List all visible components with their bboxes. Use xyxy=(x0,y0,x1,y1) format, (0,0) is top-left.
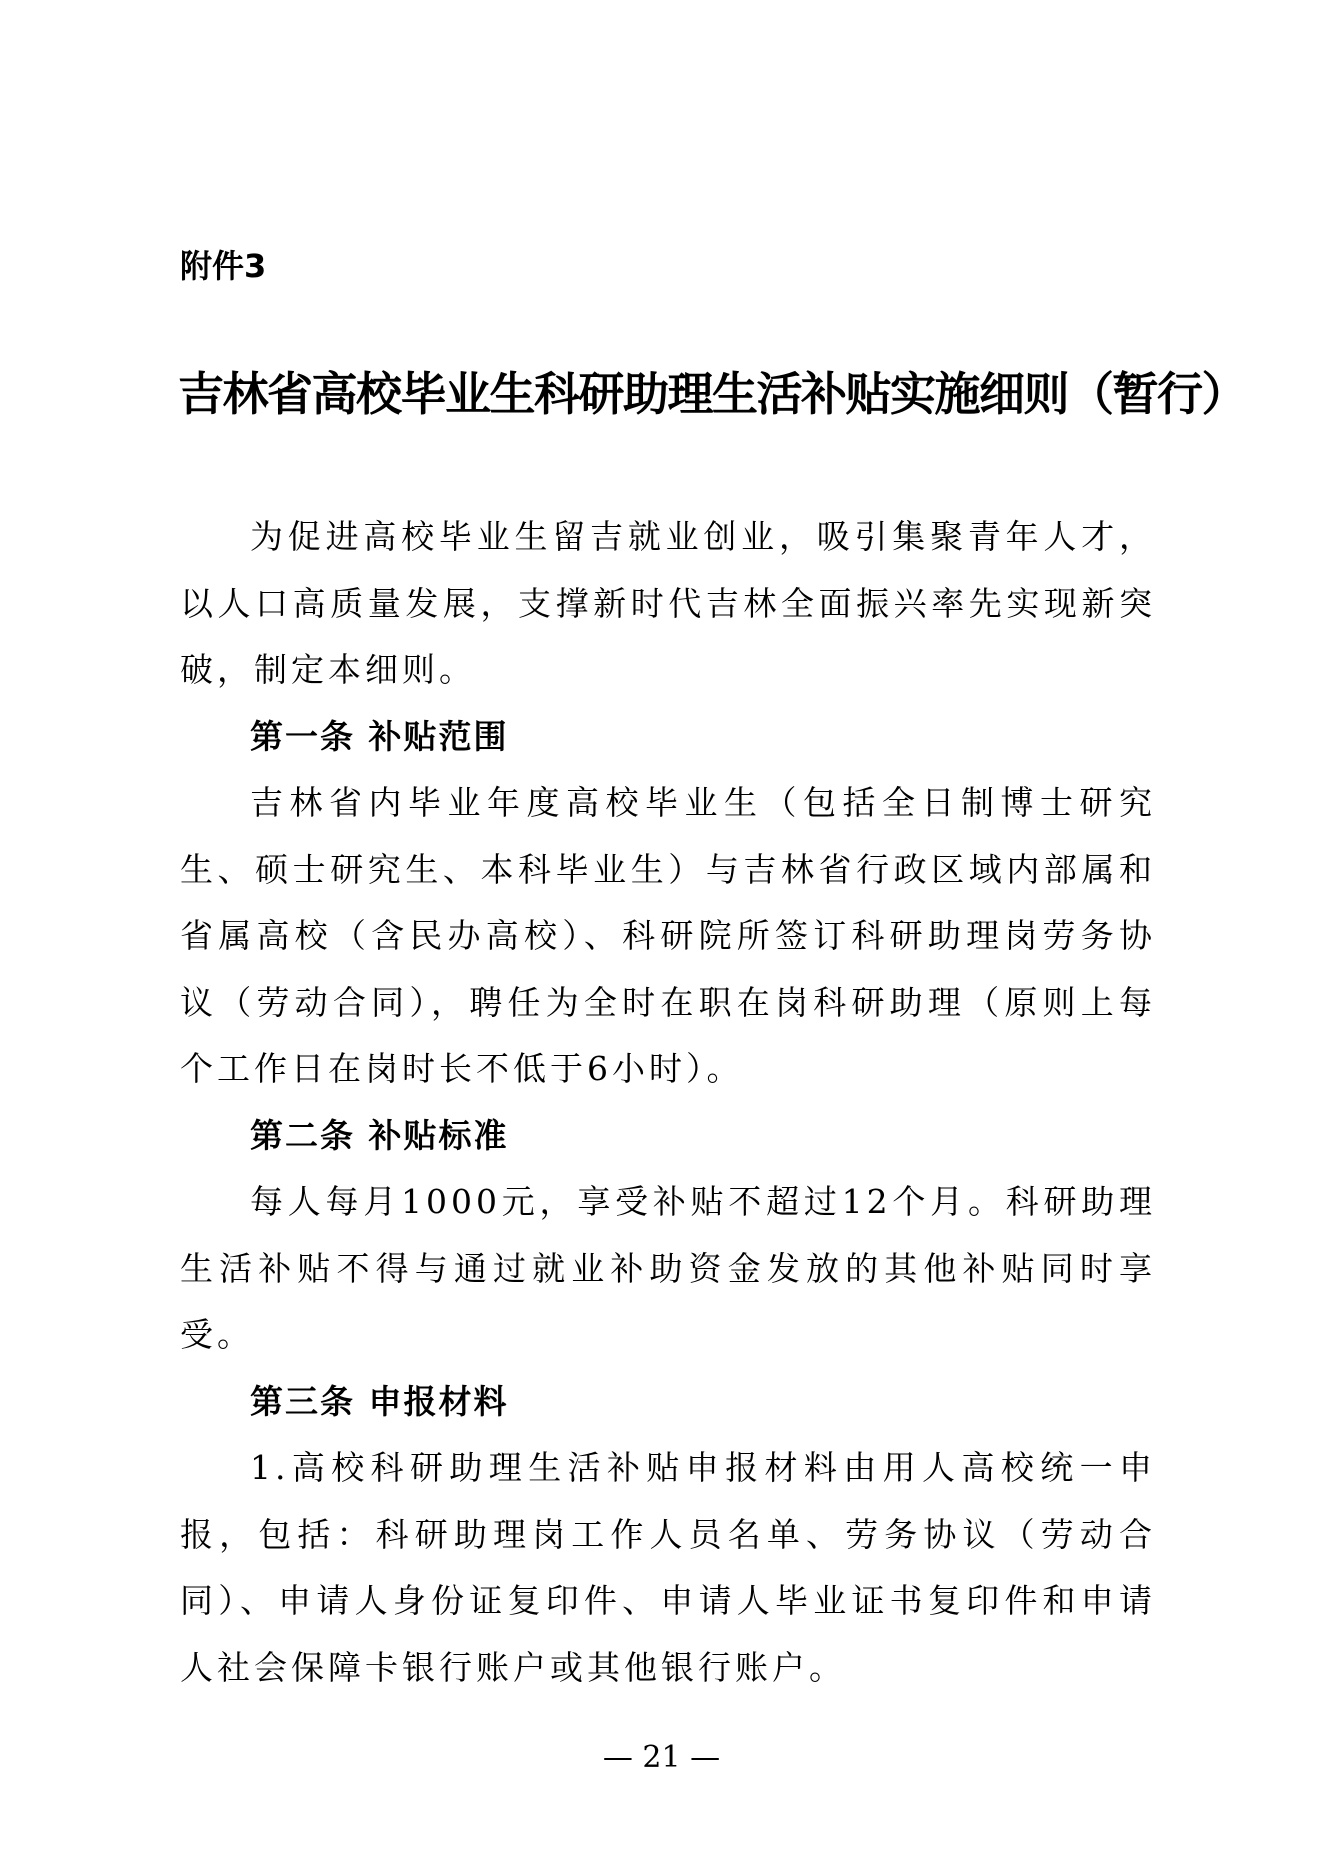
article-3-heading: 第三条 申报材料 xyxy=(250,1381,509,1421)
document-title: 吉林省高校毕业生科研助理生活补贴实施细则（暂行） xyxy=(178,367,1246,421)
page-number: — 21 — xyxy=(602,1740,721,1775)
article-2-paragraph: 每人每月1000元，享受补贴不超过12个月。科研助理生活补贴不得与通过就业补助资金发放的其他补贴同时享受。 xyxy=(180,1182,1156,1354)
article-2-heading: 第二条 补贴标准 xyxy=(250,1115,509,1155)
article-1-paragraph: 吉林省内毕业年度高校毕业生（包括全日制博士研究生、硕士研究生、本科毕业生）与吉林省行政区域内部属和省属高校（含民办高校）、科研院所签订科研助理岗劳务协议（劳动合同），聘任为全时在职在岗科研助理（原则上每个工作日在岗时长不低于6小时）。 xyxy=(180,783,1156,1088)
attachment-label: 附件3 xyxy=(180,247,267,285)
article-3-paragraph: 1.高校科研助理生活补贴申报材料由用人高校统一申报，包括：科研助理岗工作人员名单、劳务协议（劳动合同）、申请人身份证复印件、申请人毕业证书复印件和申请人社会保障卡银行账户或其他银行账户。 xyxy=(180,1448,1156,1687)
intro-paragraph: 为促进高校毕业生留吉就业创业，吸引集聚青年人才，以人口高质量发展，支撑新时代吉林全面振兴率先实现新突破，制定本细则。 xyxy=(180,517,1156,689)
document-body xyxy=(180,504,1156,1701)
article-1-heading: 第一条 补贴范围 xyxy=(250,716,509,756)
